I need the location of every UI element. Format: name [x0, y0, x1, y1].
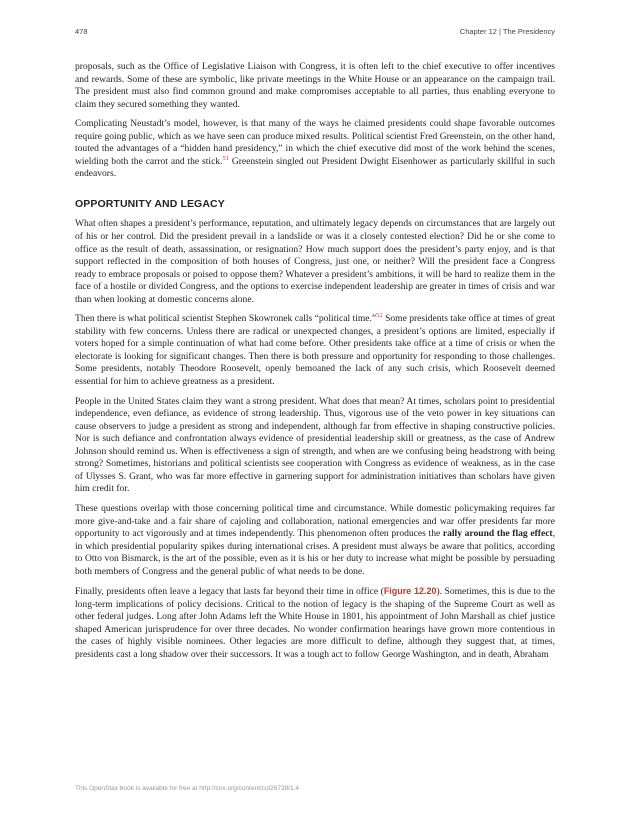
page-number: 478: [75, 27, 88, 36]
key-term: rally around the flag effect: [442, 528, 553, 540]
page-footer: This OpenStax book is available for free at http://cnx.org/content/col26739/1.4: [75, 785, 300, 792]
paragraph-4: [75, 313, 555, 388]
paragraph-2-text-a: Complicating Neustadt’s model, however, is that many of the ways he claimed presidents could shape favorable outcomes require going public, which as we have seen can produce mixed results. Political scientist Fred Greenstein, on the other hand, touted the advantages of a “hidden hand presidency,” in which the chief executive did most of the work behind the scenes, wielding both the carrot and the stick.: [75, 118, 555, 167]
paragraph-1: proposals, such as the Office of Legislative Liaison with Congress, it is often left to the chief executive to offer incentives and rewards. Some of these are symbolic, like private meetings in the White House or an appearance on the campaign trail. The president must also find common ground and make compromises acceptable to all parties, thus enabling everyone to claim they secured something they wanted.: [75, 61, 555, 110]
paragraph-4-text-a: Then there is what political scientist Stephen Skowronek calls “political time.”: [75, 313, 377, 325]
footnote-ref-51[interactable]: 51: [222, 154, 229, 162]
body-content: [75, 61, 555, 669]
paragraph-2: [75, 118, 555, 181]
figure-link[interactable]: Figure 12.20: [383, 586, 437, 597]
paragraph-3: What often shapes a president’s performance, reputation, and ultimately legacy depends on circumstances that are largely out of his or her control. Did the president prevail in a landslide or was it a closely contested election? Did he or she come to office as the result of death, assassination, or resignation? How much support does the president’s party enjoy, and is that support reflected in the composition of both houses of Congress, just one, or neither? Will the president face a Congress ready to embrace proposals or poised to oppose them? Whatever a president’s ambitions, it will be hard to realize them in the face of a hostile or divided Congress, and the options to exercise independent leadership are greater in times of crisis and war than when looking at domestic concerns alone.: [75, 218, 555, 305]
paragraph-5: People in the United States claim they want a strong president. What does that mean? At times, scholars point to presidential independence, even defiance, as evidence of strong leadership. Thus, vigorous use of the veto power in key situations can cause observers to judge a president as strong and independent, although far from effective in shaping constructive policies. Nor is such defiance and confrontation always evidence of presidential leadership skill or greatness, as the case of Andrew Johnson should remind us. When is effectiveness a sign of strength, and when are we confusing being headstrong with being strong? Sometimes, historians and political scientists see cooperation with Congress as evidence of weakness, as in the case of Ulysses S. Grant, who was far more effective in garnering support for administration initiatives than scholars have given him credit for.: [75, 395, 555, 495]
paragraph-2-text-b: Greenstein singled out President Dwight Eisenhower as particularly skillful in such endeavors.: [75, 155, 555, 180]
paragraph-7: [75, 585, 555, 661]
paragraph-7-text-a: Finally, presidents often leave a legacy that lasts far beyond their time in office (: [75, 586, 384, 598]
chapter-name: The Presidency: [502, 27, 555, 36]
paragraph-4-text-b: Some presidents take office at times of great stability with few concerns. Unless there are radical or unexpected changes, a president’s options are limited, especially if voters hoped for a simple continuation of what had come before. Other presidents take office at a time of crisis or when the electorate is looking for significant changes. Then there is both pressure and opportunity for responding to those challenges. Some presidents, notably Theodore Roosevelt, openly bemoaned the lack of any such crisis, which Roosevelt deemed essential for him to achieve greatness as a president.: [75, 313, 555, 388]
running-header: [75, 27, 555, 36]
paragraph-7-text-b: ). Sometimes, this is due to the long-term implications of policy decisions. Critical to the notion of legacy is the shaping of the Supreme Court as well as other federal judges. Long after John Adams left the White House in 1801, his appointment of John Marshall as chief justice shaped American jurisprudence for over three decades. No wonder confirmation hearings have grown more contentious in the cases of highly visible nominees. Other legacies are more difficult to define, although they suggest that, at times, presidents cast a long shadow over their successors. It was a tough act to follow George Washington, and in death, Abraham: [75, 586, 555, 660]
paragraph-6-text-b: , in which presidential popularity spikes during international crises. A president must always be aware that politics, according to Otto von Bismarck, is the art of the possible, even as it is his or her duty to increase what might be possible by persuading both members of Congress and the general public of what needs to be done.: [75, 528, 555, 577]
chapter-prefix: Chapter 12 |: [459, 27, 503, 36]
footnote-ref-52[interactable]: 52: [376, 312, 383, 320]
paragraph-6-text-a: These questions overlap with those concerning political time and circumstance. While domestic policymaking requires far more give-and-take and a fair share of cajoling and collaboration, national emergencies and war offer presidents far more opportunity to act vigorously and at times independently. This phenomenon often produces the: [75, 502, 555, 540]
section-heading: OPPORTUNITY AND LEGACY: [75, 197, 225, 210]
chapter-title: [460, 27, 555, 36]
paragraph-6: [75, 503, 555, 578]
